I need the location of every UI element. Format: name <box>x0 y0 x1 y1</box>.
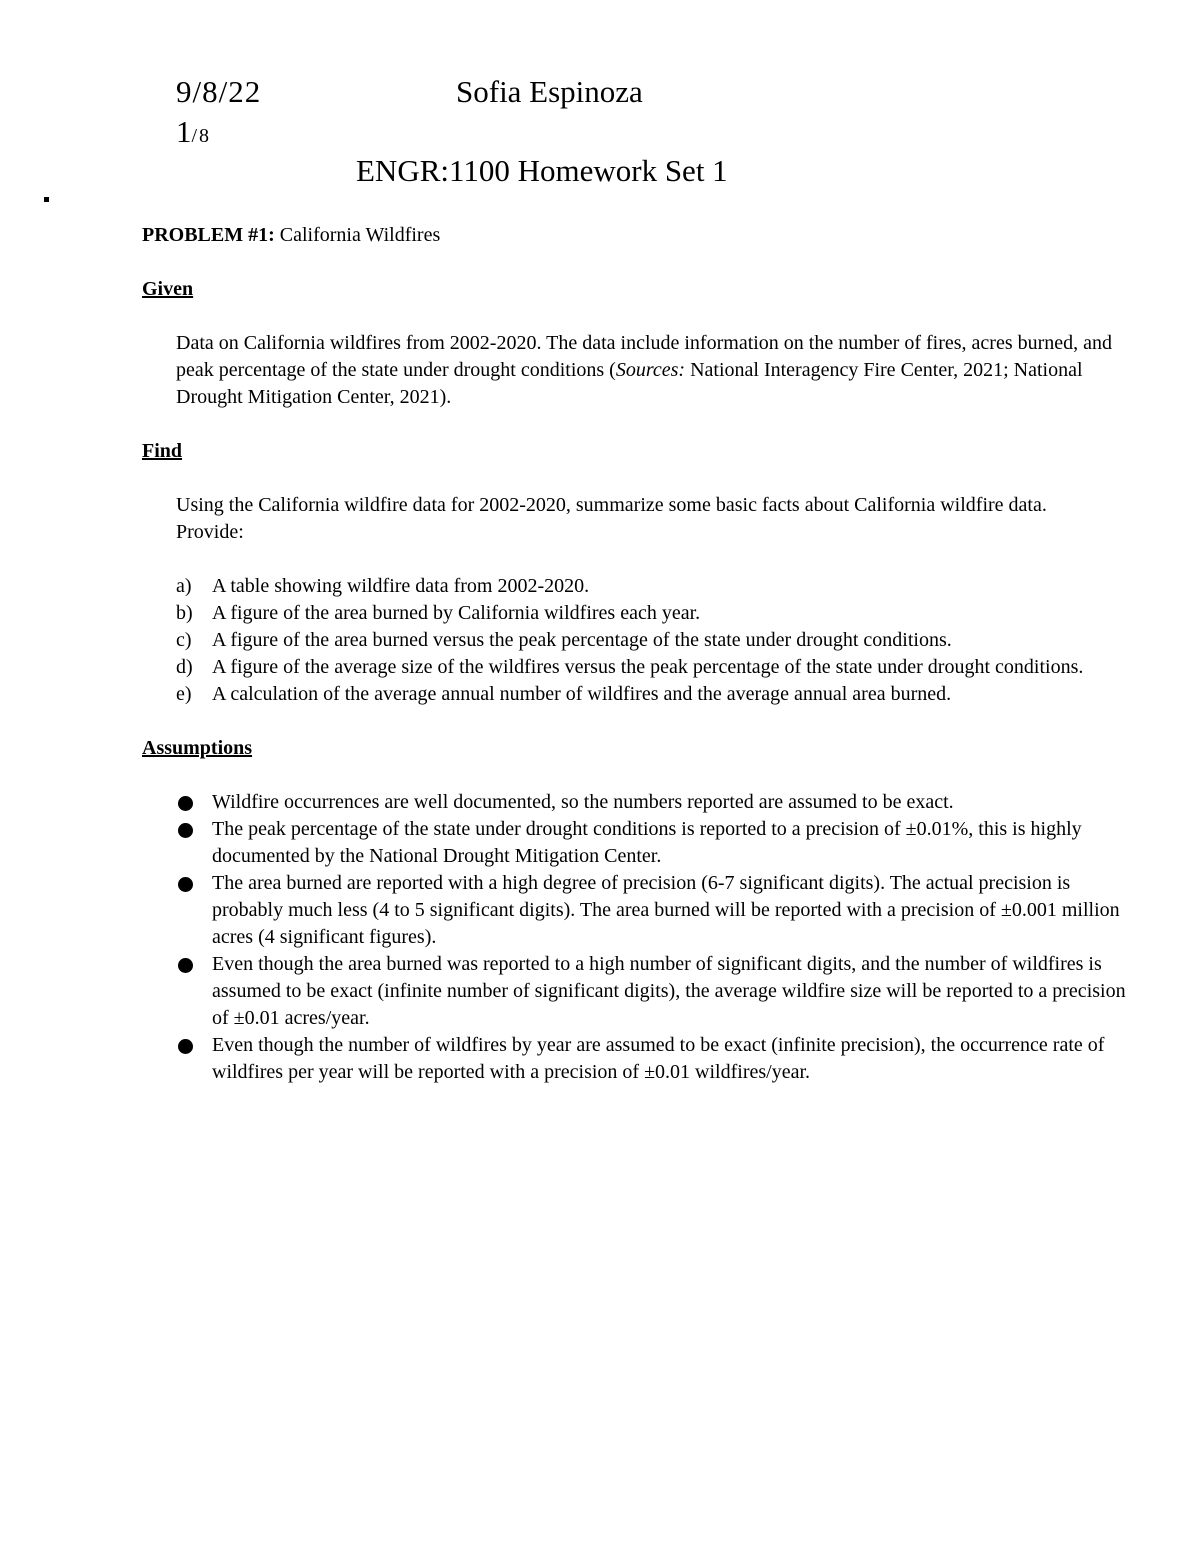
list-item-text: The peak percentage of the state under drought conditions is reported to a precision of ±0.01%, this is highly documented by the National Drought Mitigation Center. <box>212 818 1082 867</box>
problem-label: PROBLEM #1: <box>142 224 275 246</box>
bullet-icon <box>178 796 193 811</box>
list-item <box>176 870 1132 951</box>
given-text-before: Data on California wildfires from 2002-2020. The data include information on the number of fires, acres burned, and peak percentage of the state under drought conditions ( <box>176 332 1113 381</box>
bullet-icon <box>178 1039 193 1054</box>
list-item <box>176 951 1132 1032</box>
find-list <box>176 573 1142 708</box>
bullet-marker-icon <box>44 197 49 202</box>
list-item-label: e) <box>176 683 192 705</box>
given-sources-label: Sources: <box>615 359 686 381</box>
list-item <box>176 681 1132 708</box>
list-item <box>176 816 1132 870</box>
problem-heading <box>142 222 1142 249</box>
page-total: /8 <box>191 125 212 147</box>
bullet-icon <box>178 958 193 973</box>
list-item <box>176 627 1132 654</box>
list-item-label: b) <box>176 602 193 624</box>
find-heading: Find <box>142 440 183 462</box>
list-item <box>176 573 1132 600</box>
page-number: 1 <box>176 114 192 149</box>
list-item-text: A figure of the average size of the wildfires versus the peak percentage of the state under drought conditions. <box>212 656 1084 678</box>
bullet-icon <box>178 877 193 892</box>
list-item-text: Wildfire occurrences are well documented, so the numbers reported are assumed to be exact. <box>212 791 954 813</box>
given-heading: Given <box>142 278 194 300</box>
list-item <box>176 654 1132 681</box>
list-item-text: Even though the number of wildfires by year are assumed to be exact (infinite precision), the occurrence rate of wildfires per year will be reported with a precision of ±0.01 wildfires/year. <box>212 1034 1105 1083</box>
list-item <box>176 600 1132 627</box>
header-date: 9/8/22 <box>176 74 262 109</box>
list-item <box>176 1032 1132 1086</box>
list-item <box>176 789 1132 816</box>
document-body <box>142 222 1142 1086</box>
list-item-text: A table showing wildfire data from 2002-2020. <box>212 575 590 597</box>
list-item-label: d) <box>176 656 193 678</box>
header-page-count <box>176 114 211 150</box>
given-text-after: National Interagency Fire Center, 2021; National Drought Mitigation Center, 2021). <box>176 359 1083 408</box>
bullet-icon <box>178 823 193 838</box>
list-item-label: a) <box>176 575 192 597</box>
assumptions-list <box>176 789 1142 1086</box>
given-text <box>176 330 1116 411</box>
list-item-text: A calculation of the average annual number of wildfires and the average annual area burned. <box>212 683 952 705</box>
problem-name: California Wildfires <box>274 224 441 246</box>
list-item-text: Even though the area burned was reported to a high number of significant digits, and the number of wildfires is assumed to be exact (infinite number of significant digits), the average wildfire size will be reported to a precision of ±0.01 acres/year. <box>212 953 1126 1029</box>
list-item-text: A figure of the area burned by California wildfires each year. <box>212 602 701 624</box>
list-item-text: A figure of the area burned versus the peak percentage of the state under drought conditions. <box>212 629 952 651</box>
header-author-name: Sofia Espinoza <box>456 74 643 109</box>
find-intro: Using the California wildfire data for 2002-2020, summarize some basic facts about California wildfire data. Provide: <box>176 494 1047 543</box>
document-title: ENGR:1100 Homework Set 1 <box>356 153 728 188</box>
assumptions-heading: Assumptions <box>142 737 253 759</box>
list-item-text: The area burned are reported with a high degree of precision (6-7 significant digits). The actual precision is probably much less (4 to 5 significant digits). The area burned will be reported with a precision of ±0.001 million acres (4 significant figures). <box>212 872 1120 948</box>
list-item-label: c) <box>176 629 192 651</box>
